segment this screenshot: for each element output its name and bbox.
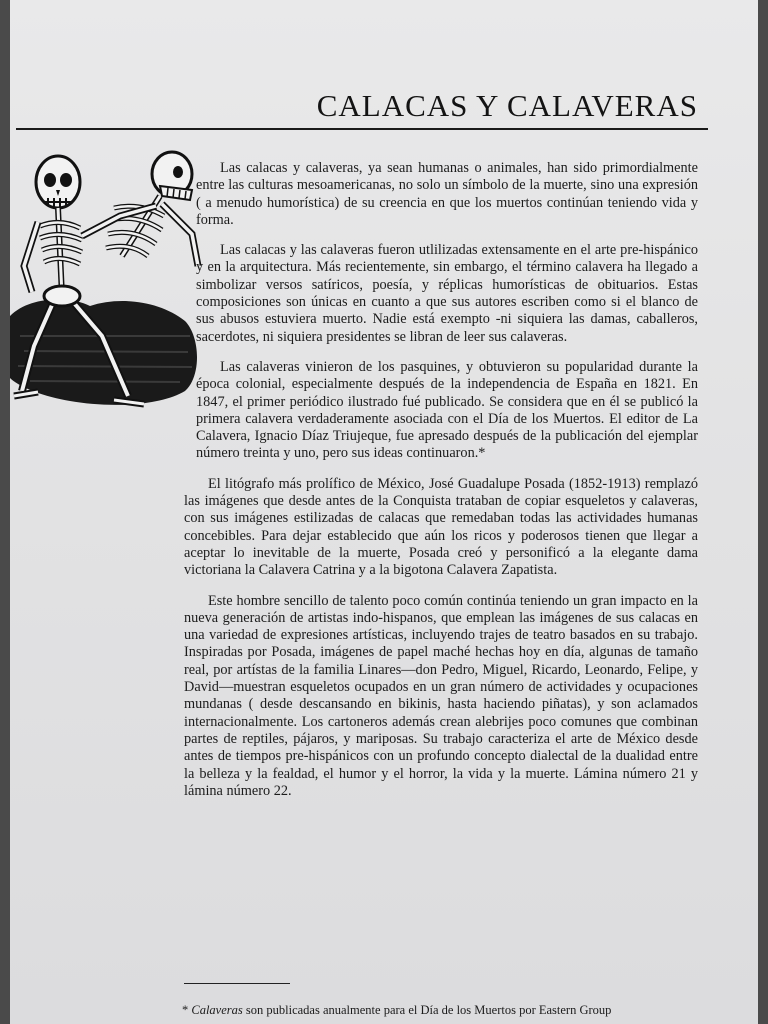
page-title: CALACAS Y CALAVERAS [316, 88, 698, 123]
skeleton-illustration [10, 146, 206, 412]
document-page [10, 0, 758, 1024]
paragraph-3: Las calaveras vinieron de los pasquines, y obtuvieron su popularidad durante la época colonial, especialmente después de la independencia de España en 1821. En 1847, el primer periódico ilustrado fué publicado. Se considera que en él se publicó la primera calavera verdaderamente asociada con el Día de los Muertos. El editor de La Calavera, Ignacio Díaz Triujeque, fue apresado después de la publicación del ejemplar número treinta y uno, pero sus ideas continuaron.* [196, 358, 698, 462]
footnote [182, 1003, 722, 1018]
paragraph-4: El litógrafo más prolífico de México, José Guadalupe Posada (1852-1913) remplazó las imágenes que desde antes de la Conquista trataban de copiar esqueletos y calaveras, con sus imágenes estilizadas de calacas que remedaban todas las actividades humanas concebibles. Para dejar establecido que aún los ricos y poderosos tienen que llegar a aceptar lo inevitable de la muerte, Posada creó y personificó a la elegante dama victoriana la Calavera Catrina y a la bigotona Calavera Zapatista. [184, 475, 698, 579]
paragraph-2: Las calacas y las calaveras fueron utlilizadas extensamente en el arte pre-hispánico y en la arquitectura. Más recientemente, sin embargo, el término calavera ha llegado a simbolizar versos satíricos, poesía, y réplicas humorísticas de obituarios. Estas composiciones son únicas en cuanto a que sus autores escriben como si el blanco de sus abusos estuviera muerto. Nadie está exempto -ni siquiera las damas, caballeros, sacerdotes, ni siquiera presidentes se libran de leer sus calaveras. [196, 242, 698, 345]
footnote-rule [184, 983, 290, 984]
body-text [184, 160, 698, 813]
paragraph-1: Las calacas y calaveras, ya sean humanas o animales, han sido primordialmente entre las culturas mesoamericanas, no solo un símbolo de la muerte, sino una expresión ( a menudo humorística) de su creencia en que los muertos continúan teniendo vida y forma. [196, 160, 698, 228]
paragraph-5: Este hombre sencillo de talento poco común continúa teniendo un gran impacto en la nueva generación de artistas indo-hispanos, que emplean las imágenes de sus calacas en una variedad de expresiones artísticas, incluyendo trajes de teatro basados en su trabajo. Inspiradas por Posada, imágenes de papel maché hechas hoy en día, algunas de tamaño real, por artístas de la familia Linares—don Pedro, Miguel, Ricardo, Leonardo, Felipe, y David—muestran esqueletos ocupados en un gran número de actividades y ocupaciones mundanas ( desde descansando en bikinis, hasta haciendo piñatas), y son aclamados internacionalmente. Los cartoneros además crean alebrijes poco comunes que combinan partes de reptiles, pájaros, y mariposas. Su trabajo caracteriza el arte de México desde antes de tiempos pre-hispánicos con un profundo concepto dialectal de la dualidad entre la belleza y la fealdad, el humor y el horror, la vida y la muerte. Lámina número 21 y lámina número 22. [184, 592, 698, 799]
footnote-marker: * [182, 1003, 189, 1017]
title-rule [16, 128, 708, 130]
footnote-text: son publicadas anualmente para el Día de los Muertos por Eastern Group [242, 1003, 612, 1017]
footnote-italic: Calaveras [191, 1003, 243, 1017]
